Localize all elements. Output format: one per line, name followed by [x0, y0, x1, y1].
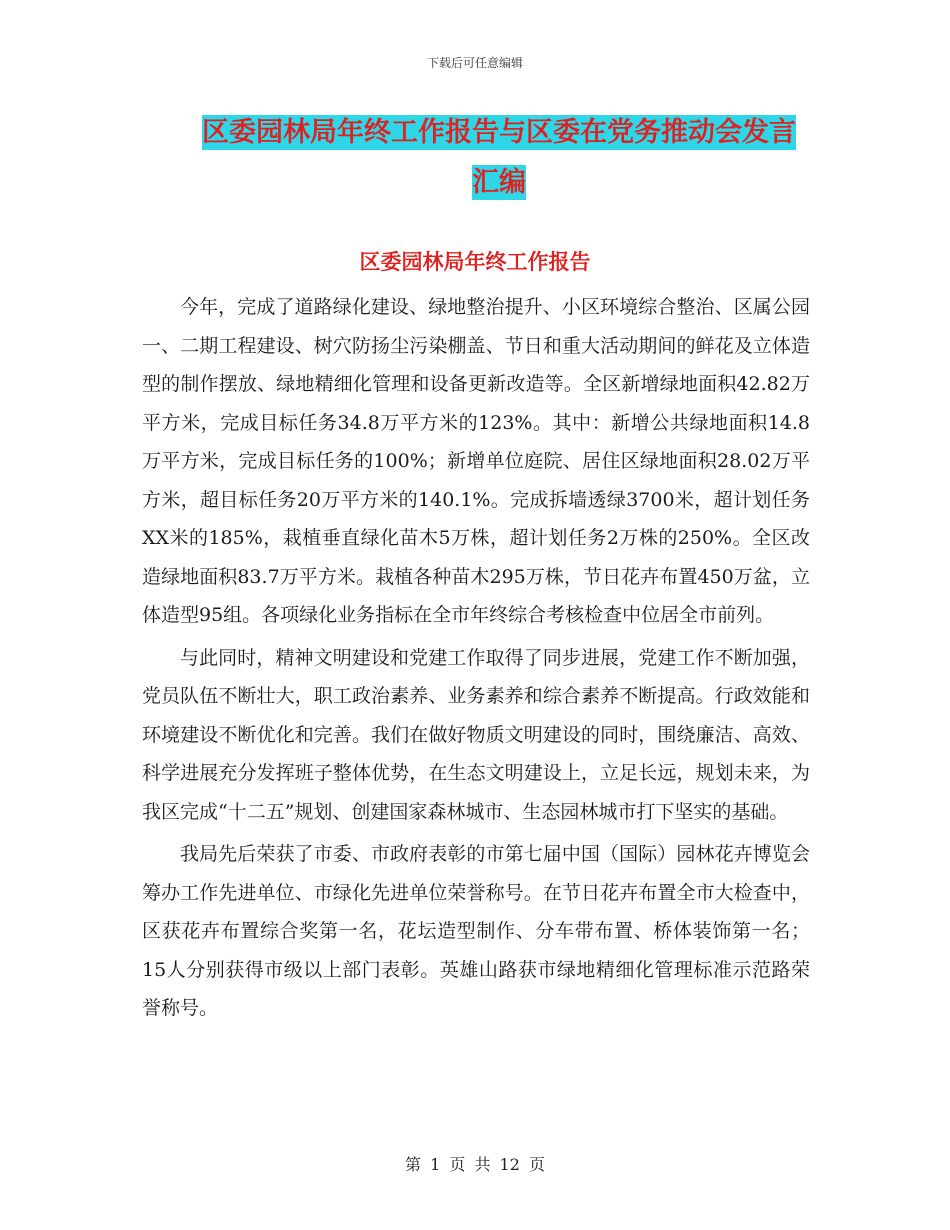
- paragraph: 今年，完成了道路绿化建设、绿地整治提升、小区环境综合整治、区属公园一、二期工程建设、树穴防扬尘污染棚盖、节日和重大活动期间的鲜花及立体造型的制作摆放、绿地精细化管理和设备更新改造等。全区新增绿地面积42.82万平方米，完成目标任务34.8万平方米的123%。其中：新增公共绿地面积14.8万平方米，完成目标任务的100%；新增单位庭院、居住区绿地面积28.02万平方米，超目标任务20万平方米的140.1%。完成拆墙透绿3700米，超计划任务XX米的185%，栽植垂直绿化苗木5万株，超计划任务2万株的250%。全区改造绿地面积83.7万平方米。栽植各种苗木295万株，节日花卉布置450万盆，立体造型95组。各项绿化业务指标在全市年终综合考核检查中位居全市前列。: [142, 296, 810, 626]
- document-title-text: 区委园林局年终工作报告与区委在党务推动会发言汇编: [202, 117, 796, 198]
- header-note: 下载后可任意编辑: [426, 56, 523, 70]
- paragraph: 我局先后荣获了市委、市政府表彰的市第七届中国（国际）园林花卉博览会筹办工作先进单位、市绿化先进单位荣誉称号。在节日花卉布置全市大检查中，区获花卉布置综合奖第一名，花坛造型制作、分车带布置、桥体装饰第一名；15人分别获得市级以上部门表彰。英雄山路获市绿地精细化管理标准示范路荣誉称号。: [142, 843, 810, 1019]
- document-body: [142, 288, 810, 1032]
- document-title: [193, 108, 805, 208]
- page-footer: 第 1 页 共 12 页: [405, 1155, 545, 1174]
- section-title: 区委园林局年终工作报告: [359, 250, 591, 274]
- paragraph: 与此同时，精神文明建设和党建工作取得了同步进展，党建工作不断加强，党员队伍不断壮大，职工政治素养、业务素养和综合素养不断提高。行政效能和环境建设不断优化和完善。我们在做好物质文明建设的同时，围绕廉洁、高效、科学进展充分发挥班子整体优势，在生态文明建设上，立足长远，规划未来，为我区完成“十二五”规划、创建国家森林城市、生态园林城市打下坚实的基础。: [142, 646, 810, 823]
